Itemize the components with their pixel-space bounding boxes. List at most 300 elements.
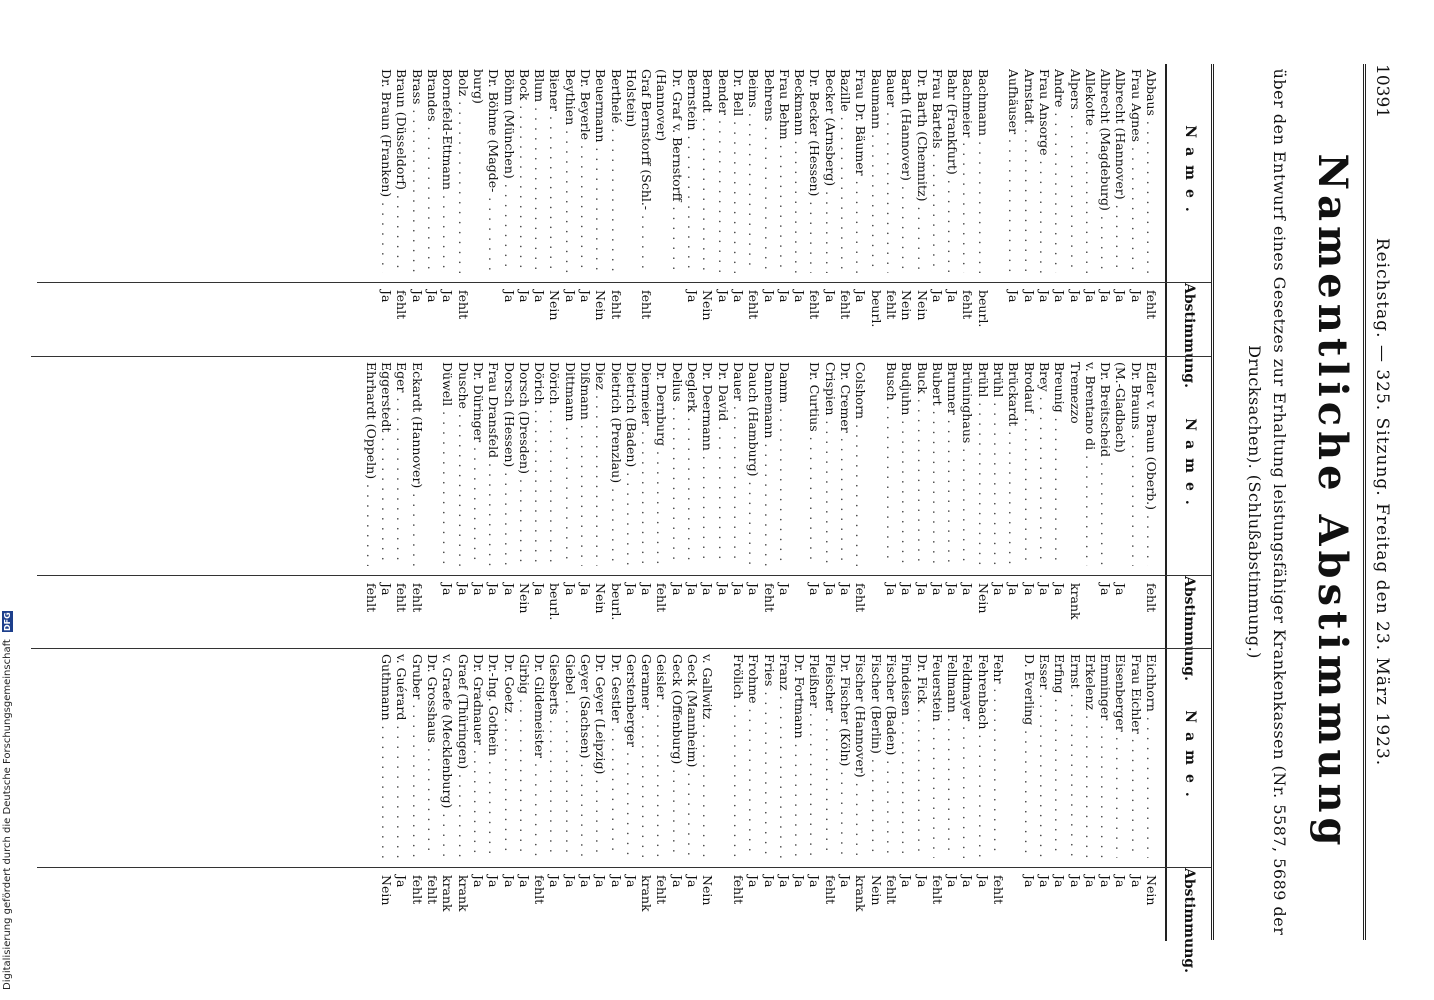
member-name: Fellmann . . . — [945, 654, 960, 858]
member-name: Dorsch (Dresden) . . . — [517, 362, 532, 566]
vote-row — [517, 357, 532, 649]
member-name: Holstein) — [623, 69, 639, 128]
vote-value: Ja — [608, 875, 624, 888]
member-name: Dietrich (Baden) . . . — [624, 362, 639, 566]
vote-value: Nein — [975, 583, 991, 614]
member-name: Albrecht (Magdeburg) . . . — [1098, 69, 1113, 273]
vote-value: Nein — [593, 583, 609, 614]
member-name: Beythien . . . — [562, 69, 577, 273]
member-name: burg) — [470, 69, 486, 104]
member-name: Blum . . . — [532, 69, 547, 273]
member-name: Brey . . . — [1037, 362, 1052, 566]
vote-row — [670, 649, 685, 941]
digitization-credit — [2, 610, 14, 990]
member-name: Giebel . . . — [562, 654, 577, 858]
vote-value: Ja — [945, 875, 961, 888]
member-name: Breunig . . . — [1052, 362, 1067, 566]
vote-value: Ja — [669, 875, 685, 888]
member-name: Bock . . . — [517, 69, 532, 273]
vote-row — [532, 649, 547, 941]
page-title: Namentliche Abstimmung — [1309, 153, 1356, 851]
vote-row — [624, 357, 639, 649]
vote-value: Ja — [960, 583, 976, 596]
vote-row — [455, 357, 470, 649]
vote-row — [394, 64, 409, 356]
vote-value: Ja — [1113, 875, 1129, 888]
member-name: Eichhorn . . . — [1144, 654, 1159, 858]
vote-value: Ja — [1067, 875, 1083, 888]
vote-row — [777, 64, 792, 356]
vote-row — [486, 649, 501, 941]
vote-row — [1098, 649, 1113, 941]
vote-value: Ja — [991, 583, 1007, 596]
member-name: Dorsch (Hessen) . . . — [501, 362, 516, 566]
member-name: (Hannover) — [654, 69, 670, 142]
vote-row — [471, 64, 486, 356]
vote-row — [715, 357, 730, 649]
vote-row — [639, 649, 654, 941]
vote-row — [838, 64, 853, 356]
vote-row — [532, 64, 547, 356]
vote-row — [1037, 649, 1052, 941]
member-name: Fleischer . . . — [822, 654, 837, 858]
vote-row — [930, 649, 945, 941]
vote-row — [501, 649, 516, 941]
member-name: Franz . . . — [777, 654, 792, 858]
vote-row — [608, 649, 623, 941]
vote-row — [777, 649, 792, 941]
vote-value: Ja — [838, 583, 854, 596]
vote-row — [593, 357, 608, 649]
member-name: Bahr (Frankfurt) . . . — [945, 69, 960, 273]
member-name: Dr. Dernburg . . . — [654, 362, 669, 566]
vote-row — [1052, 649, 1067, 941]
vote-row — [930, 357, 945, 649]
vote-value: Ja — [623, 875, 639, 888]
vote-value: Ja — [425, 290, 441, 303]
member-name: Dr. Braun (Franken) . . . — [379, 69, 394, 273]
vote-value: Ja — [822, 290, 838, 303]
member-name: Braun (Düsseldorf) . . . — [394, 69, 409, 273]
vote-value: Ja — [899, 875, 915, 888]
member-name: Brühl . . . — [991, 362, 1006, 566]
vote-value: Ja — [486, 583, 502, 596]
member-name: Behrens . . . — [761, 69, 776, 273]
vote-value: Ja — [715, 583, 731, 596]
vote-value: fehlt — [394, 583, 410, 613]
vote-row — [1144, 64, 1159, 356]
vote-row — [884, 64, 899, 356]
vote-row — [517, 649, 532, 941]
vote-value: Ja — [1082, 875, 1098, 888]
vote-value: Nein — [547, 290, 563, 321]
vote-row — [517, 64, 532, 356]
vote-value: Ja — [761, 875, 777, 888]
vote-row — [654, 64, 669, 356]
vote-row — [960, 64, 975, 356]
vote-row — [792, 649, 807, 941]
vote-value: fehlt — [883, 290, 899, 320]
member-name: Dörich . . . — [532, 362, 547, 566]
column-divider — [37, 282, 1167, 283]
vote-value: Ja — [516, 875, 532, 888]
vote-value: Ja — [593, 875, 609, 888]
member-name: Dr. Fischer (Köln) . . . — [838, 654, 853, 858]
vote-row — [899, 64, 914, 356]
name-header: Name. — [1182, 125, 1198, 221]
vote-row — [379, 357, 394, 649]
vote-row — [1083, 357, 1098, 649]
member-name: Giesberts . . . — [547, 654, 562, 858]
vote-row — [624, 649, 639, 941]
vote-table — [31, 64, 1214, 973]
vote-value: beurl. — [975, 290, 991, 328]
member-name: Gruber . . . — [409, 654, 424, 858]
member-name: Bender . . . — [715, 69, 730, 273]
vote-value: fehlt — [455, 290, 471, 320]
vote-value: Ja — [470, 583, 486, 596]
vote-value: fehlt — [363, 583, 379, 613]
member-name: Guthmann . . . — [379, 654, 394, 858]
member-name: Berndt . . . — [700, 69, 715, 273]
member-name: Dittmann . . . — [562, 362, 577, 566]
vote-row — [394, 649, 409, 941]
vote-value: fehlt — [960, 290, 976, 320]
vote-value: Ja — [516, 290, 532, 303]
member-name: Colshorn . . . — [853, 362, 868, 566]
member-name: Dr. Breitscheid . . . — [1098, 362, 1113, 566]
vote-value: Ja — [562, 875, 578, 888]
member-name: Dr. Düringer . . . — [471, 362, 486, 566]
vote-value: Ja — [1098, 290, 1114, 303]
member-name: Böhm (München) . . . — [501, 69, 516, 273]
member-name: Esser . . . — [1037, 654, 1052, 858]
vote-value: Nein — [516, 583, 532, 614]
vote-row — [777, 357, 792, 649]
vote-row — [1098, 64, 1113, 356]
vote-value: Ja — [700, 583, 716, 596]
member-name: Buck . . . — [914, 362, 929, 566]
vote-row — [379, 649, 394, 941]
vote-row — [914, 649, 929, 941]
member-name: Alpers . . . — [1067, 69, 1082, 273]
vote-row — [746, 357, 761, 649]
member-name: Ernst . . . — [1067, 654, 1082, 858]
vote-row — [822, 64, 837, 356]
vote-value: Ja — [730, 583, 746, 596]
member-name: Ehrhardt (Oppeln) . . . — [364, 362, 379, 566]
vote-row — [700, 649, 715, 941]
member-name: Albrecht (Hannover) . . . — [1113, 69, 1128, 273]
vote-value: Ja — [792, 290, 808, 303]
vote-value: Ja — [945, 290, 961, 303]
vote-value: fehlt — [883, 875, 899, 905]
page-subtitle: über den Entwurf eines Gesetzes zur Erhaltung leistungsfähiger Krankenkassen (Nr. 5587, 5689 der Drucksachen). (Schlußabstimmung.) — [1245, 68, 1289, 936]
vote-value: Ja — [623, 583, 639, 596]
vote-value: Ja — [1113, 290, 1129, 303]
vote-value: fehlt — [929, 875, 945, 905]
vote-row — [364, 357, 379, 649]
column-divider — [37, 867, 1167, 868]
vote-value: fehlt — [807, 290, 823, 320]
vote-row — [884, 649, 899, 941]
vote-row — [731, 649, 746, 941]
vote-row — [1128, 64, 1143, 356]
vote-row — [899, 649, 914, 941]
vote-value: fehlt — [409, 875, 425, 905]
vote-row — [807, 64, 822, 356]
vote-row — [547, 357, 562, 649]
member-name: Dr. Gildemeister . . . — [532, 654, 547, 858]
member-name: Budjuhn . . . — [899, 362, 914, 566]
vote-value: Ja — [838, 875, 854, 888]
vote-row — [853, 357, 868, 649]
running-title: Reichstag. — 325. Sitzung. Freitag den 23. März 1923. — [1372, 237, 1392, 767]
section-gap — [792, 357, 807, 649]
vote-value: krank — [853, 875, 869, 912]
vote-row — [1067, 357, 1082, 649]
member-name: Berthelé . . . — [608, 69, 623, 273]
vote-row — [471, 649, 486, 941]
vote-row — [593, 64, 608, 356]
vote-value: Ja — [409, 290, 425, 303]
vote-rows — [379, 649, 1165, 941]
vote-value: fehlt — [838, 290, 854, 320]
vote-row — [838, 357, 853, 649]
vote-value: Ja — [578, 875, 594, 888]
vote-row — [562, 649, 577, 941]
vote-value: Ja — [1067, 290, 1083, 303]
column-header — [1165, 649, 1211, 973]
member-name: Geck (Mannheim) . . . — [685, 654, 700, 858]
member-name: v. Graefe (Mecklenburg) . . . — [440, 654, 455, 858]
vote-value: Ja — [1082, 290, 1098, 303]
member-name: Diermeier . . . — [639, 362, 654, 566]
vote-value: Ja — [853, 290, 869, 303]
vote-value: Ja — [455, 583, 471, 596]
vote-value: fehlt — [991, 875, 1007, 905]
running-header — [1363, 64, 1396, 940]
member-name: Eggerstedt . . . — [379, 362, 394, 566]
vote-row — [471, 357, 486, 649]
member-name: Beckmann . . . — [792, 69, 807, 273]
vote-value: Ja — [807, 583, 823, 596]
vote-value: Ja — [394, 875, 410, 888]
member-name: v. Guérard . . . — [394, 654, 409, 858]
vote-row — [731, 357, 746, 649]
vote-row — [1021, 649, 1036, 941]
vote-value: Ja — [532, 290, 548, 303]
vote-value: krank — [440, 875, 456, 912]
vote-row — [868, 64, 883, 356]
member-name: Geck (Offenburg) . . . — [670, 654, 685, 858]
vote-value: Nein — [700, 290, 716, 321]
vote-value: Ja — [501, 583, 517, 596]
column-divider — [37, 575, 1167, 576]
vote-value: krank — [1067, 583, 1083, 620]
member-name: Eger . . . — [394, 362, 409, 566]
member-name: Dr. Gestler . . . — [608, 654, 623, 858]
vote-value: Ja — [746, 875, 762, 888]
member-name: Aufhäuser . . . — [1006, 69, 1021, 273]
vote-row — [975, 357, 990, 649]
vote-row — [1083, 64, 1098, 356]
member-name: Edler v. Braun (Oberb.) . . . — [1144, 362, 1159, 566]
member-name: Dr. Cremer . . . — [838, 362, 853, 566]
member-name: Brüninghaus . . . — [960, 362, 975, 566]
vote-value: Ja — [807, 875, 823, 888]
vote-row — [1037, 64, 1052, 356]
member-name: Busch . . . — [884, 362, 899, 566]
vote-row — [425, 64, 440, 356]
vote-value: Ja — [578, 583, 594, 596]
member-name: Dannemann . . . — [761, 362, 776, 566]
member-name: Bazille . . . — [838, 69, 853, 273]
vote-row — [746, 64, 761, 356]
vote-row — [1144, 357, 1159, 649]
member-name: Dörich . . . — [547, 362, 562, 566]
vote-row — [624, 64, 639, 356]
vote-value: fehlt — [1144, 583, 1159, 613]
vote-row — [1052, 357, 1067, 649]
vote-value: Ja — [547, 875, 563, 888]
vote-row — [700, 64, 715, 356]
vote-value: Ja — [1098, 875, 1114, 888]
member-name: Brunner . . . — [945, 362, 960, 566]
member-name: Dauch (Hamburg) . . . — [746, 362, 761, 566]
member-name: Crispien . . . — [822, 362, 837, 566]
vote-value: Ja — [440, 583, 456, 596]
dfg-logo-icon: DFG — [3, 612, 12, 631]
vote-value: Ja — [929, 583, 945, 596]
page-number: 10391 — [1372, 64, 1392, 119]
vote-row — [440, 357, 455, 649]
member-name: Dr. Brauns . . . — [1128, 362, 1143, 566]
member-name: Düwell . . . — [440, 362, 455, 566]
vote-value: fehlt — [761, 583, 777, 613]
vote-header: Abstimmung. — [1167, 282, 1211, 356]
member-name: D. Everling . . . — [1021, 654, 1036, 858]
vote-row — [654, 357, 669, 649]
member-name: Frölich . . . — [731, 654, 746, 858]
vote-value: Ja — [1006, 290, 1022, 303]
vote-value: Ja — [715, 290, 731, 303]
member-name: Dr. Goetz . . . — [501, 654, 516, 858]
vote-row — [1113, 64, 1128, 356]
member-name: Andre . . . — [1052, 69, 1067, 273]
vote-value: Ja — [792, 875, 808, 888]
vote-row — [532, 357, 547, 649]
vote-value: Ja — [501, 875, 517, 888]
member-name: Girbig . . . — [517, 654, 532, 858]
vote-value: Ja — [1128, 290, 1144, 303]
vote-value: Ja — [730, 290, 746, 303]
member-name: Dietrich (Prenzlau) . . . — [608, 362, 623, 566]
vote-value: Ja — [1006, 583, 1022, 596]
vote-value: Ja — [532, 583, 548, 596]
vote-value: Ja — [685, 290, 701, 303]
member-name: Damm . . . — [777, 362, 792, 566]
member-name: Emminger . . . — [1098, 654, 1113, 858]
member-name: Frau Dr. Bäumer . . . — [853, 69, 868, 273]
vote-row — [379, 64, 394, 356]
member-name: (M.-Gladbach) — [1113, 362, 1129, 453]
member-name: Bachmeier . . . — [960, 69, 975, 273]
member-name: Fischer (Berlin) . . . — [868, 654, 883, 858]
vote-value: Ja — [975, 875, 991, 888]
vote-rows — [379, 64, 1165, 356]
member-name: Dr.-Ing. Gothein . . . — [486, 654, 501, 858]
vote-header: Abstimmung. — [1167, 575, 1211, 649]
vote-row — [884, 357, 899, 649]
vote-row — [807, 357, 822, 649]
member-name: Frau Eichler . . . — [1128, 654, 1143, 858]
vote-value: Ja — [746, 583, 762, 596]
member-name: Feldmayer . . . — [960, 654, 975, 858]
vote-value: Ja — [685, 875, 701, 888]
member-name: Dr. Grosshaus . . . — [425, 654, 440, 858]
member-name: Bubert . . . — [930, 362, 945, 566]
vote-row — [670, 64, 685, 356]
member-name: Fehrenbach . . . — [975, 654, 990, 858]
vote-value: Ja — [470, 875, 486, 888]
vote-row — [960, 357, 975, 649]
vote-value: Ja — [562, 290, 578, 303]
vote-row — [409, 649, 424, 941]
vote-row — [945, 357, 960, 649]
vote-value: fehlt — [654, 875, 670, 905]
member-name: Brodauf . . . — [1021, 362, 1036, 566]
vote-row — [547, 64, 562, 356]
section-gap — [868, 357, 883, 649]
vote-value: Ja — [669, 583, 685, 596]
member-name: Dr. Graf v. Bernstorff . . . — [670, 69, 685, 273]
vote-row — [440, 649, 455, 941]
vote-row — [1052, 64, 1067, 356]
member-name: Abbaus . . . — [1144, 69, 1159, 273]
vote-row — [639, 64, 654, 356]
member-name: Fehr . . . — [991, 654, 1006, 858]
vote-row — [486, 357, 501, 649]
vote-value: Ja — [1036, 875, 1052, 888]
vote-row — [685, 649, 700, 941]
vote-row — [486, 64, 501, 356]
vote-value: Nein — [914, 290, 930, 321]
vote-row — [930, 64, 945, 356]
section-gap — [1006, 649, 1021, 941]
section-gap — [715, 649, 730, 941]
member-name: Bachmann . . . — [975, 69, 990, 273]
member-name: Brandes . . . — [425, 69, 440, 273]
vote-value: Ja — [685, 583, 701, 596]
vote-value: Ja — [914, 583, 930, 596]
vote-row — [991, 649, 1006, 941]
vote-value: fehlt — [409, 583, 425, 613]
vote-value: Ja — [379, 583, 395, 596]
member-name: Dißmann . . . — [578, 362, 593, 566]
member-name: Arnstadt . . . — [1021, 69, 1036, 273]
vote-value: fehlt — [639, 290, 655, 320]
member-name: Dr. Barth (Chemnitz) . . . — [914, 69, 929, 273]
vote-value: Ja — [945, 583, 961, 596]
vote-row — [562, 64, 577, 356]
member-name: Eisenberger . . . — [1113, 654, 1128, 858]
member-name: Graef (Thüringen) . . . — [455, 654, 470, 858]
member-name: Delius . . . — [670, 362, 685, 566]
vote-value: fehlt — [853, 583, 869, 613]
vote-row — [899, 357, 914, 649]
vote-row — [425, 649, 440, 941]
